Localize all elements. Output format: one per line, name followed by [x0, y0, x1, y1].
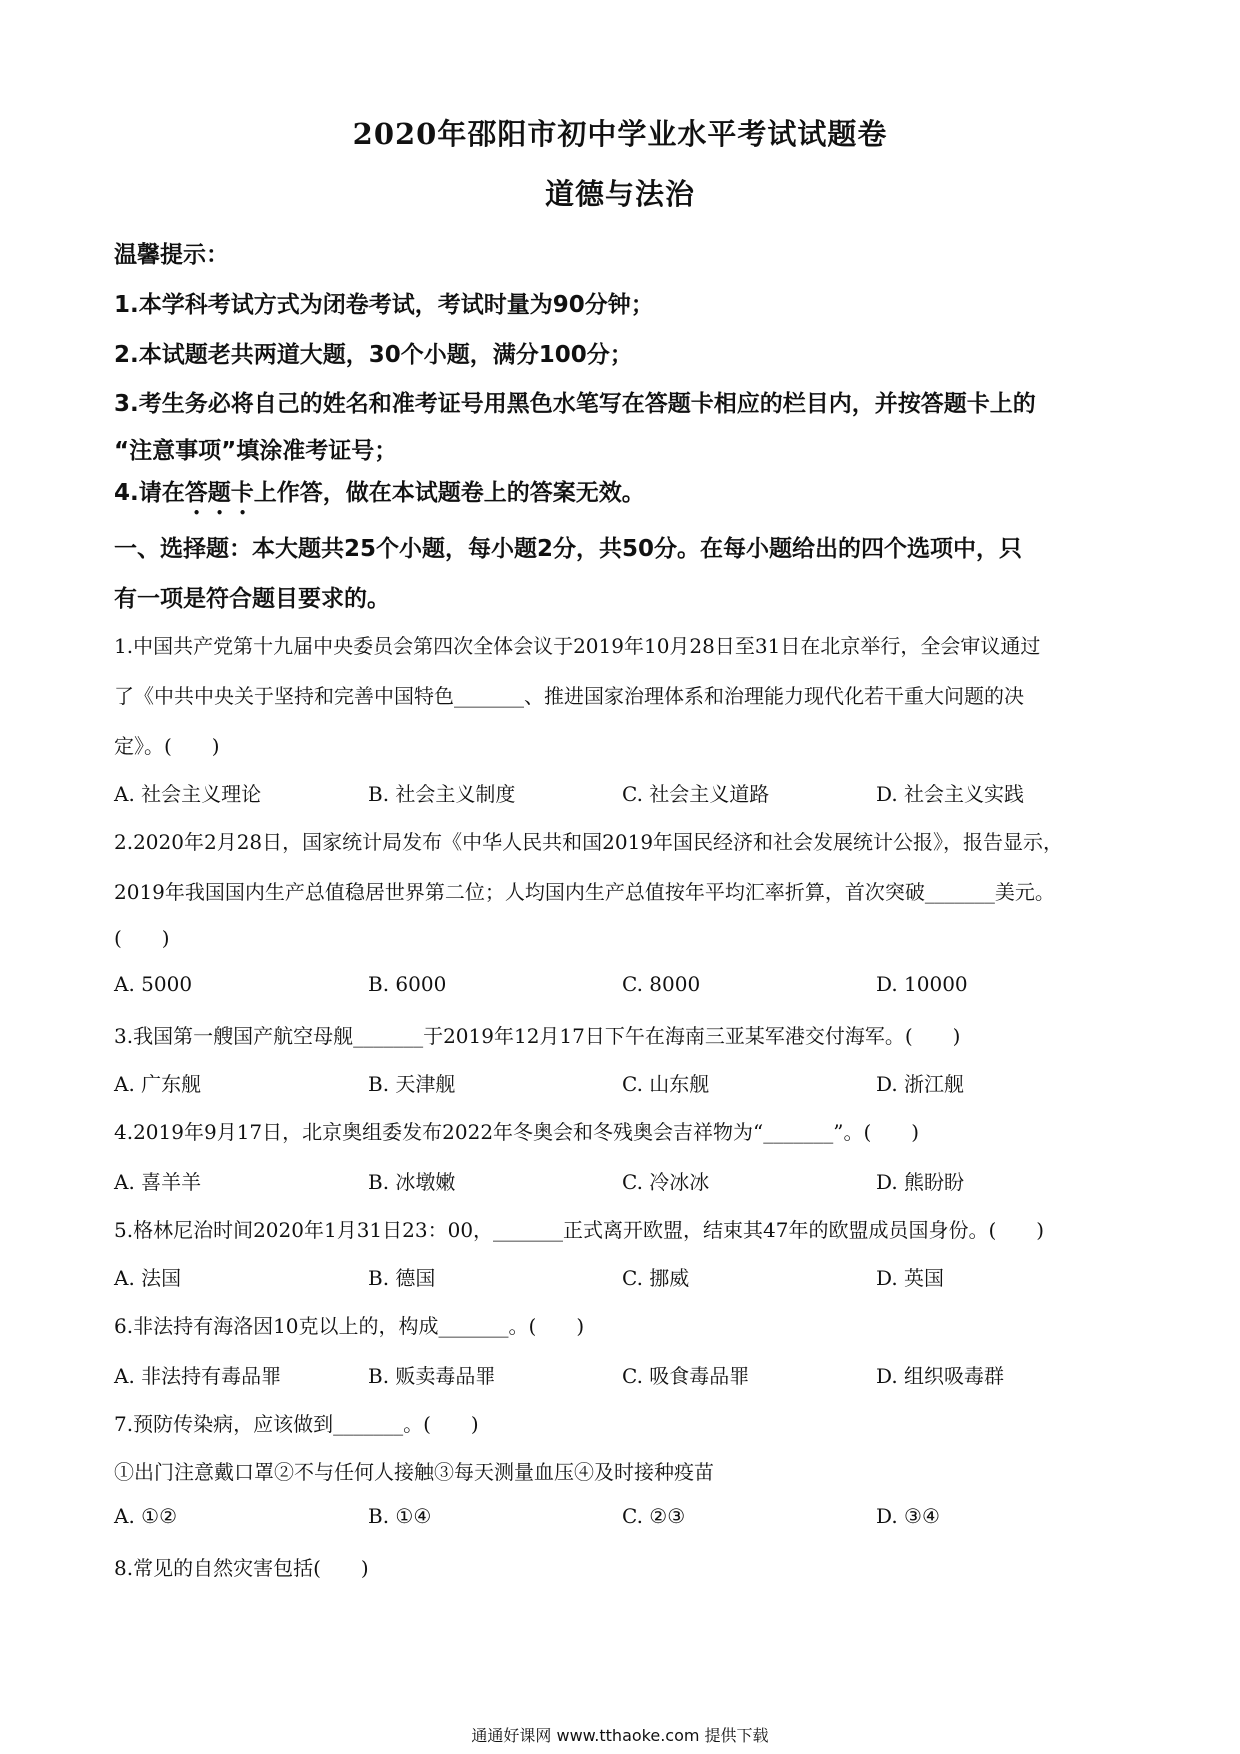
q1-line-3: 定》。( ) [114, 734, 220, 758]
q3-line-1: 3.我国第一艘国产航空母舰_______于2019年12月17日下午在海南三亚某军港交付海军。( ) [114, 1024, 961, 1048]
page-subtitle: 道德与法治 [544, 177, 695, 211]
tip-item-4 [114, 474, 645, 520]
q8-line-1: 8.常见的自然灾害包括( ) [114, 1556, 369, 1580]
footer-credit: 通通好课网 www.tthaoke.com 提供下载 [471, 1726, 769, 1745]
q4-line-1: 4.2019年9月17日，北京奥组委发布2022年冬奥会和冬残奥会吉祥物为“_______”。( ) [114, 1120, 920, 1144]
tip-item-3: 3.考生务必将自己的姓名和准考证号用黑色水笔写在答题卡相应的栏目内，并按答题卡上的 [114, 391, 1036, 417]
tips-heading: 温馨提示： [114, 242, 229, 268]
q6-option-b: B. 贩卖毒品罪 [368, 1364, 496, 1388]
q3-option-a: A. 广东舰 [114, 1072, 202, 1096]
q7-line-1: 7.预防传染病，应该做到_______。( ) [114, 1412, 479, 1436]
q7-option-d: D. ③④ [876, 1504, 940, 1528]
tip-item-4-emphasis: 答题卡 [184, 480, 254, 506]
q1-option-a: A. 社会主义理论 [114, 782, 262, 806]
q2-line-3: ( ) [114, 926, 170, 950]
q1-line-1: 1.中国共产党第十九届中央委员会第四次全体会议于2019年10月28日至31日在北京举行，全会审议通过 [114, 634, 1041, 658]
q2-option-a: A. 5000 [114, 972, 193, 996]
q2-option-d: D. 10000 [876, 972, 968, 996]
q2-line-1: 2.2020年2月28日，国家统计局发布《中华人民共和国2019年国民经济和社会发展统计公报》，报告显示， [114, 830, 1064, 854]
q5-line-1: 5.格林尼治时间2020年1月31日23：00，_______正式离开欧盟，结束其47年的欧盟成员国身份。( ) [114, 1218, 1045, 1242]
q5-option-c: C. 挪威 [622, 1266, 690, 1290]
q4-option-c: C. 冷冰冰 [622, 1170, 710, 1194]
tip-item-4-suffix: 上作答，做在本试题卷上的答案无效。 [253, 480, 645, 506]
tip-item-2: 2.本试题老共两道大题，30个小题，满分100分； [114, 342, 633, 368]
page-title: 2020年邵阳市初中学业水平考试试题卷 [352, 117, 888, 151]
tip-item-1: 1.本学科考试方式为闭卷考试，考试时量为90分钟； [114, 292, 654, 318]
q6-option-d: D. 组织吸毒群 [876, 1364, 1005, 1388]
q4-option-b: B. 冰墩嫩 [368, 1170, 456, 1194]
q3-option-d: D. 浙江舰 [876, 1072, 965, 1096]
q5-option-b: B. 德国 [368, 1266, 436, 1290]
q1-line-2: 了《中共中央关于坚持和完善中国特色_______、推进国家治理体系和治理能力现代化若干重大问题的决 [114, 684, 1024, 708]
q2-line-2: 2019年我国国内生产总值稳居世界第二位；人均国内生产总值按年平均汇率折算，首次突破_______美元。 [114, 880, 1055, 904]
q2-option-c: C. 8000 [622, 972, 701, 996]
tip-item-4-prefix: 4.请在 [114, 480, 185, 506]
q6-option-c: C. 吸食毒品罪 [622, 1364, 750, 1388]
q2-option-b: B. 6000 [368, 972, 447, 996]
q7-option-a: A. ①② [114, 1504, 178, 1528]
q4-option-d: D. 熊盼盼 [876, 1170, 965, 1194]
q1-option-b: B. 社会主义制度 [368, 782, 516, 806]
q1-option-d: D. 社会主义实践 [876, 782, 1025, 806]
section-heading-line2: 有一项是符合题目要求的。 [114, 586, 390, 612]
tip-item-3-cont: “注意事项”填涂准考证号； [114, 438, 398, 464]
q7-option-b: B. ①④ [368, 1504, 432, 1528]
q3-option-c: C. 山东舰 [622, 1072, 710, 1096]
q7-line-2: ①出门注意戴口罩②不与任何人接触③每天测量血压④及时接种疫苗 [114, 1460, 714, 1484]
q3-option-b: B. 天津舰 [368, 1072, 456, 1096]
q6-line-1: 6.非法持有海洛因10克以上的，构成_______。( ) [114, 1314, 585, 1338]
q7-option-c: C. ②③ [622, 1504, 686, 1528]
q5-option-d: D. 英国 [876, 1266, 945, 1290]
q4-option-a: A. 喜羊羊 [114, 1170, 202, 1194]
section-heading-line1: 一、选择题：本大题共25个小题，每小题2分，共50分。在每小题给出的四个选项中，只 [114, 536, 1023, 562]
q6-option-a: A. 非法持有毒品罪 [114, 1364, 282, 1388]
q5-option-a: A. 法国 [114, 1266, 182, 1290]
q1-option-c: C. 社会主义道路 [622, 782, 770, 806]
